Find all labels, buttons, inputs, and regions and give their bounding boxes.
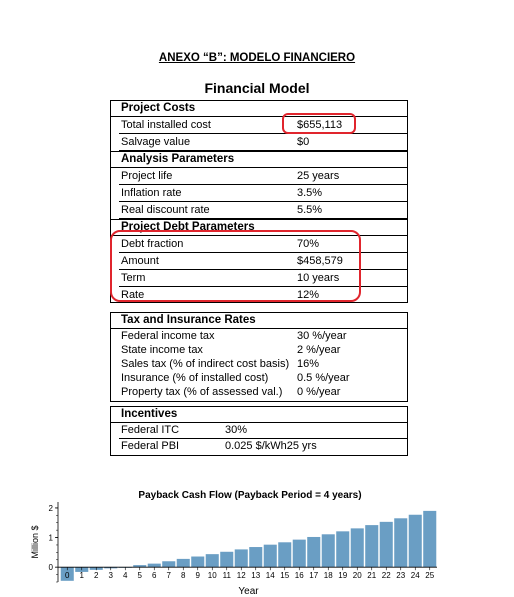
row-label: Total installed cost [121, 119, 211, 131]
chart-bar [148, 564, 161, 568]
row-value: $655,113 [297, 119, 343, 131]
table-row [119, 329, 407, 343]
annex-title: ANEXO “B”: MODELO FINANCIERO [158, 52, 356, 64]
incentives-heading: Incentives [111, 407, 407, 423]
x-tick-label: 1 [79, 571, 84, 581]
row-label: Insurance (% of installed cost) [121, 372, 269, 384]
x-tick-label: 16 [294, 571, 304, 581]
row-value: 70% [297, 238, 320, 250]
table-row [119, 134, 407, 151]
chart-bar [365, 525, 378, 567]
chart-bar [336, 531, 349, 567]
chart-bar [351, 528, 364, 567]
chart-bar [264, 545, 277, 568]
table-row [119, 357, 407, 371]
x-tick-label: 23 [396, 571, 406, 581]
row-value: 10 years [297, 272, 340, 284]
chart-bar [380, 522, 393, 567]
chart-bar [394, 518, 407, 567]
row-value: 2 %/year [297, 344, 341, 356]
table-row [119, 168, 407, 185]
row-label: Project life [121, 170, 173, 182]
debt-parameters-highlight [110, 230, 361, 302]
chart-bar [423, 511, 436, 567]
chart-bar [278, 542, 291, 567]
x-tick-label: 8 [181, 571, 186, 581]
row-value: 25 years [297, 170, 340, 182]
row-value: 3.5% [297, 187, 323, 199]
x-tick-label: 3 [108, 571, 113, 581]
x-tick-label: 13 [251, 571, 261, 581]
row-value: 0.025 $/kWh25 yrs [225, 440, 317, 452]
row-label: Inflation rate [121, 187, 182, 199]
tax-insurance-table [110, 312, 408, 402]
chart-bar [307, 537, 320, 567]
row-value: 16% [297, 358, 320, 370]
table-row [119, 185, 407, 202]
row-label: Real discount rate [121, 204, 210, 216]
x-tick-label: 4 [123, 571, 128, 581]
chart-bar [220, 552, 233, 567]
x-tick-label: 18 [323, 571, 333, 581]
row-value: 30% [225, 424, 248, 436]
y-tick-label: 2 [48, 503, 53, 513]
x-tick-label: 15 [280, 571, 290, 581]
y-axis-label: Million $ [30, 525, 40, 559]
row-value: 5.5% [297, 204, 323, 216]
row-label: Salvage value [121, 136, 191, 148]
y-tick-label: 0 [48, 563, 53, 573]
x-tick-label: 9 [195, 571, 200, 581]
row-label: Property tax (% of assessed val.) [121, 386, 283, 398]
x-tick-label: 22 [381, 571, 391, 581]
x-tick-label: 5 [137, 571, 142, 581]
x-tick-label: 7 [166, 571, 171, 581]
installed-cost-highlight [282, 113, 356, 134]
x-tick-label: 19 [338, 571, 348, 581]
x-axis-label: Year [238, 586, 259, 597]
row-value: 30 %/year [297, 330, 347, 342]
x-tick-label: 24 [410, 571, 420, 581]
x-tick-label: 25 [425, 571, 435, 581]
chart-bar [191, 557, 204, 568]
x-tick-label: 6 [152, 571, 157, 581]
table-row [119, 371, 407, 385]
x-tick-label: 0 [65, 571, 70, 581]
chart-bar [249, 547, 262, 567]
x-tick-label: 2 [94, 571, 99, 581]
row-label: State income tax [121, 344, 203, 356]
row-label: Amount [121, 255, 159, 267]
x-tick-label: 11 [222, 571, 231, 581]
financial-model-title: Financial Model [204, 80, 310, 96]
tax-insurance-heading: Tax and Insurance Rates [111, 313, 407, 329]
chart-bar [322, 534, 335, 567]
x-tick-label: 10 [207, 571, 217, 581]
chart-bar [409, 515, 422, 567]
row-value: $0 [297, 136, 310, 148]
row-label: Federal income tax [121, 330, 215, 342]
chart-title: Payback Cash Flow (Payback Period = 4 years) [138, 490, 362, 501]
row-label: Rate [121, 289, 145, 301]
table-row [119, 117, 407, 134]
analysis-parameters-heading: Analysis Parameters [111, 151, 407, 168]
row-value: 0 %/year [297, 386, 341, 398]
y-tick-label: 1 [48, 533, 53, 543]
row-value: $458,579 [297, 255, 343, 267]
payback-cash-flow-chart [0, 500, 514, 597]
row-label: Federal PBI [121, 440, 180, 452]
row-label: Term [121, 272, 146, 284]
chart-bar [293, 540, 306, 568]
x-tick-label: 12 [236, 571, 246, 581]
x-tick-label: 14 [265, 571, 275, 581]
table-row [119, 202, 407, 219]
row-label: Federal ITC [121, 424, 180, 436]
chart-bar [235, 549, 248, 567]
table-row [119, 423, 407, 439]
debt-parameters-heading: Project Debt Parameters [111, 219, 407, 236]
x-tick-label: 21 [367, 571, 377, 581]
project-costs-heading: Project Costs [111, 101, 407, 117]
x-tick-label: 17 [309, 571, 319, 581]
row-value: 0.5 %/year [297, 372, 350, 384]
row-label: Sales tax (% of indirect cost basis) [121, 358, 290, 370]
table-row [119, 385, 407, 399]
row-value: 12% [297, 289, 320, 301]
table-row [119, 439, 407, 454]
incentives-table [110, 406, 408, 456]
chart-bar [177, 559, 190, 567]
chart-bar [206, 554, 219, 567]
x-tick-label: 20 [352, 571, 362, 581]
chart-bar [162, 561, 175, 567]
row-label: Debt fraction [121, 238, 184, 250]
table-row [119, 343, 407, 357]
